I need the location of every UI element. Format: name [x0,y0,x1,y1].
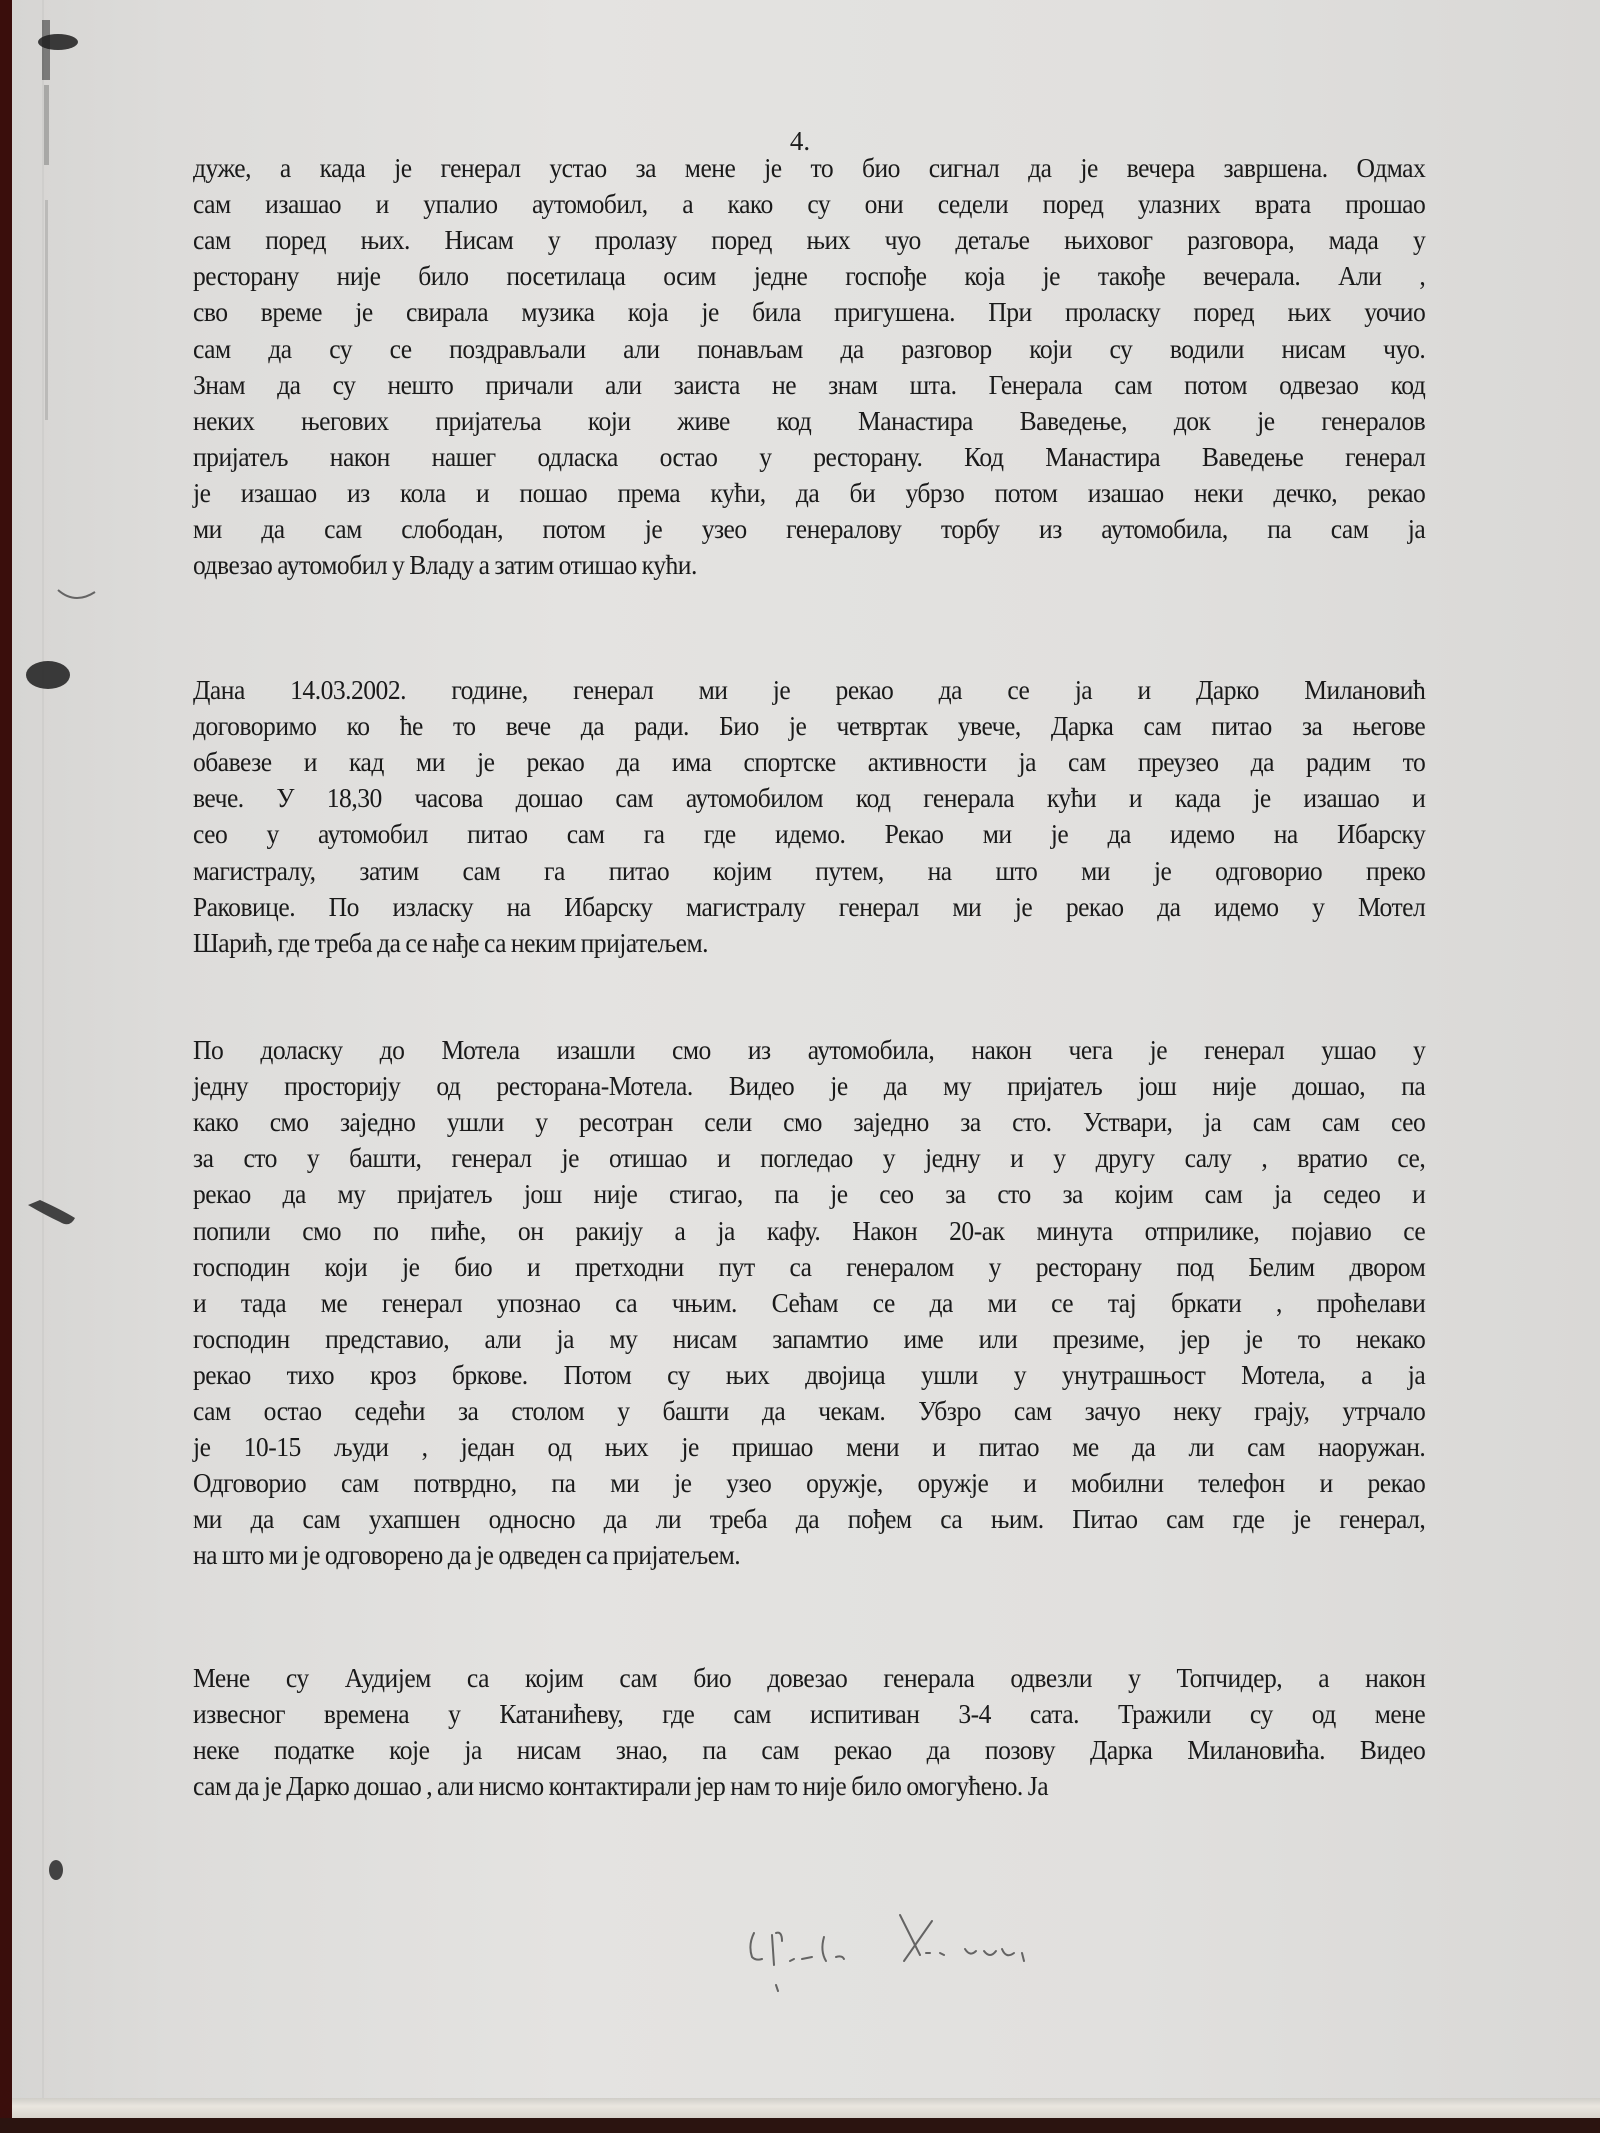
text-line: По доласку до Мотела изашли смо из аутомобила, након чега је генерал ушао у [193,1034,1426,1065]
text-line: магистралу, затим сам га питао којим путем, на што ми је одговорио преко [193,854,1426,886]
text-line: сам изашао и упалио аутомобил, а како су они седели поред улазних врата прошао [193,188,1426,220]
text-line: рекао да му пријатељ још није стигао, па је сео за сто за којим сам ја седео и [193,1178,1426,1210]
text-line: вече. У 18,30 часова дошао сам аутомобилом код генерала кући и када је изашао и [193,782,1426,814]
text-line: како смо заједно ушли у ресотран сели смо заједно за сто. Уствари, ја сам сам сео [193,1106,1426,1138]
text-line: за сто у башти, генерал је отишао и погледао у једну и у другу салу , вратио се, [193,1142,1426,1174]
text-line: сво време је свирала музика која је била пригушена. При проласку поред њих уочио [193,296,1426,328]
text-line: рекао тихо кроз бркове. Потом су њих двојица ушли у унутрашњост Мотела, а ја [193,1358,1426,1390]
text-line: сам остао седећи за столом у башти да чекам. Убзро сам зачуо неку грају, утрчало [193,1395,1426,1426]
text-line: сам да су се поздрављали али понављам да разговор који су водили нисам чуо. [193,332,1426,364]
text-line: на што ми је одговорено да је одведен са пријатељем. [193,1539,741,1571]
text-line: господин представио, али ја му нисам запамтио име или презиме, јер је то некако [193,1322,1426,1354]
text-line: Знам да су нешто причали али заиста не знам шта. Генерала сам потом одвезао код [193,368,1426,400]
signature [740,1905,1160,2005]
text-line: договоримо ко ће то вече да ради. Био је четвртак увече, Дарка сам питао за његове [193,710,1426,742]
text-line: неке податке које ја нисам знао, па сам рекао да позову Дарка Милановића. Видео [193,1734,1426,1766]
text-line: ресторану није било посетилаца осим једне госпође која је такође вечерала. Али , [193,260,1426,292]
page-number: 4. [789,126,811,156]
text-line: обавезе и кад ми је рекао да има спортске активности ја сам преузео да радим то [193,746,1426,778]
text-line: Мене су Аудијем са којим сам био довезао генерала одвезли у Топчидер, а након [193,1662,1426,1693]
scan-background-bottom [0,2118,1600,2133]
text-line: Раковице. По изласку на Ибарску магистралу генерал ми је рекао да идемо у Мотел [193,890,1426,922]
text-line: извесног времена у Катанићеву, где сам испитиван 3-4 сата. Тражили су од мене [193,1698,1426,1730]
text-line: је 10-15 људи , један од њих је пришао мени и питао ме да ли сам наоружан. [193,1431,1426,1463]
text-line: и тада ме генерал упознао са чњим. Сећам се да ми се тај бркати , проћелави [193,1286,1426,1318]
text-line: попили смо по пиће, он ракију а ја кафу. Након 20-ак минута отприлике, појавио се [193,1214,1426,1246]
text-line: неких његових пријатеља који живе код Манастира Ваведење, док је генералов [193,404,1426,436]
text-line: ми да сам ухапшен односно да ли треба да пођем са њим. Питао сам где је генерал, [193,1503,1426,1535]
text-line: сео у аутомобил питао сам га где идемо. Рекао ми је да идемо на Ибарску [193,818,1426,850]
text-line: једну просторију од ресторана-Мотела. Видео је да му пријатељ још није дошао, па [193,1070,1426,1102]
text-line: дуже, а када је генерал устао за мене је то био сигнал да је вечера завршена. Одмах [193,152,1426,183]
text-line: Дана 14.03.2002. године, генерал ми је рекао да се ја и Дарко Милановић [193,674,1426,705]
scan-background-edge [0,0,12,2133]
text-line: Одговорио сам потврдно, па ми је узео оружје, оружје и мобилни телефон и рекао [193,1467,1426,1499]
text-line: господин који је био и претходни пут са генералом у ресторану под Белим двором [193,1250,1426,1282]
page-bottom-fold [12,2098,1600,2118]
text-line: сам поред њих. Нисам у пролазу поред њих чуо детаље њиховог разговора, мада у [193,224,1426,256]
page-edge-shadow [42,0,44,2100]
text-line: Шарић, где треба да се нађе са неким пријатељем. [193,926,709,958]
text-line: сам да је Дарко дошао , али нисмо контактирали јер нам то није било омогућено. Ја [193,1770,1049,1802]
text-line: ми да сам слободан, потом је узео генералову торбу из аутомобила, па сам ја [193,513,1426,544]
text-line: пријатељ након нашег одласка остао у ресторану. Код Манастира Ваведење генерал [193,440,1426,472]
text-line: је изашао из кола и пошао према кући, да би убрзо потом изашао неки дечко, рекао [193,476,1426,508]
text-line: одвезао аутомобил у Владу а затим отишао кући. [193,549,697,581]
